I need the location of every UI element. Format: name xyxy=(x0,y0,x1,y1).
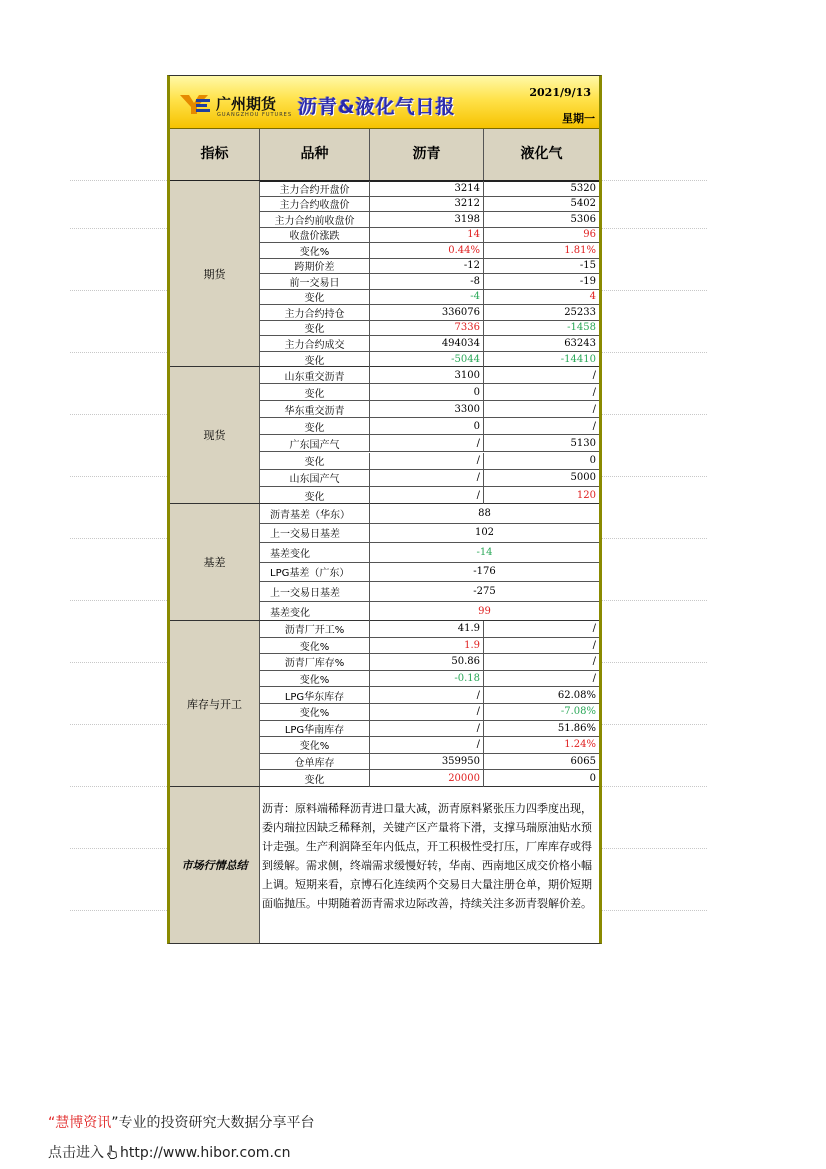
row-label: 主力合约收盘价 xyxy=(260,197,370,212)
table-row xyxy=(260,435,599,452)
table-row xyxy=(260,543,599,563)
asphalt-value: 7336 xyxy=(370,321,484,336)
row-label: 变化% xyxy=(260,704,370,720)
lpg-value: -1458 xyxy=(567,322,596,334)
lpg-value: 1.24% xyxy=(564,739,596,751)
basis-value: 102 xyxy=(474,527,495,539)
row-label: 沥青基差（华东） xyxy=(260,504,370,523)
footer-brand: 慧博资讯 xyxy=(55,1115,112,1131)
row-label: 仓单库存 xyxy=(260,754,370,770)
lpg-value: 5130 xyxy=(570,437,596,449)
lpg-value: 51.86% xyxy=(557,722,596,734)
footer-quote-open: “ xyxy=(48,1115,56,1131)
asphalt-value: 41.9 xyxy=(370,621,484,637)
table-row xyxy=(260,487,599,504)
asphalt-value: 3198 xyxy=(370,212,484,227)
row-label: 变化 xyxy=(260,321,370,336)
row-label: 主力合约持仓 xyxy=(260,305,370,320)
table-row xyxy=(260,228,599,244)
row-label: 华东重交沥青 xyxy=(260,401,370,417)
table-row xyxy=(260,418,599,435)
table-row xyxy=(260,453,599,470)
table-row xyxy=(260,770,599,787)
row-label: 基差变化 xyxy=(260,602,370,622)
lpg-value: 62.08% xyxy=(557,689,596,701)
row-label: 变化% xyxy=(260,671,370,687)
column-header-item: 品种 xyxy=(260,129,370,180)
row-label: 山东国产气 xyxy=(260,470,370,486)
asphalt-value: 3214 xyxy=(370,181,484,196)
lpg-value: 0 xyxy=(589,773,596,785)
asphalt-value: 494034 xyxy=(370,336,484,351)
row-label: 上一交易日基差 xyxy=(260,524,370,543)
footer-enter: 点击进入 xyxy=(48,1145,104,1161)
row-label: 沥青厂开工% xyxy=(260,621,370,637)
table-row xyxy=(260,504,599,524)
report-banner xyxy=(170,76,599,129)
table-row xyxy=(260,754,599,771)
row-label: 主力合约前收盘价 xyxy=(260,212,370,227)
summary-section xyxy=(170,787,599,943)
company-name: 广州期货 xyxy=(216,95,277,113)
footer-slogan xyxy=(48,1112,315,1132)
lpg-value: 96 xyxy=(583,229,596,241)
table-row xyxy=(260,524,599,544)
category-basis: 基差 xyxy=(170,504,260,620)
asphalt-value: 14 xyxy=(370,228,484,243)
asphalt-value: / xyxy=(370,737,484,753)
asphalt-value: 336076 xyxy=(370,305,484,320)
lpg-value: 120 xyxy=(576,489,596,501)
report-title: 沥青&液化气日报 xyxy=(298,96,456,118)
lpg-value: -15 xyxy=(579,260,596,272)
inventory-section xyxy=(170,621,599,787)
table-row xyxy=(260,563,599,583)
asphalt-value: / xyxy=(370,721,484,737)
row-label: 山东重交沥青 xyxy=(260,367,370,383)
category-inventory: 库存与开工 xyxy=(170,621,260,786)
basis-section xyxy=(170,504,599,621)
asphalt-value: / xyxy=(370,487,484,504)
lpg-value: / xyxy=(592,623,596,635)
asphalt-value: 50.86 xyxy=(370,654,484,670)
asphalt-value: 3100 xyxy=(370,367,484,383)
basis-value: -176 xyxy=(473,566,496,578)
asphalt-value: / xyxy=(370,687,484,703)
hand-cursor-icon xyxy=(106,1145,118,1159)
basis-value: 99 xyxy=(478,605,491,617)
table-row xyxy=(260,704,599,721)
lpg-value: / xyxy=(592,673,596,685)
table-row xyxy=(260,687,599,704)
category-spot: 现货 xyxy=(170,367,260,503)
lpg-value: 63243 xyxy=(564,337,596,349)
row-label: 变化% xyxy=(260,243,370,258)
lpg-value: / xyxy=(592,639,596,651)
asphalt-value: 20000 xyxy=(370,770,484,787)
lpg-value: / xyxy=(592,386,596,398)
lpg-value: 1.81% xyxy=(564,244,596,256)
basis-value: 88 xyxy=(478,507,491,519)
row-label: 变化 xyxy=(260,453,370,469)
row-label: 跨期价差 xyxy=(260,259,370,274)
table-row xyxy=(260,638,599,655)
lpg-value: 25233 xyxy=(564,306,596,318)
lpg-value: / xyxy=(592,656,596,668)
column-header-lpg: 液化气 xyxy=(520,146,563,162)
asphalt-value: 3212 xyxy=(370,197,484,212)
footer-slogan-text: 专业的投资研究大数据分享平台 xyxy=(118,1115,315,1131)
lpg-value: -7.08% xyxy=(560,706,596,718)
table-row xyxy=(260,671,599,688)
lpg-value: / xyxy=(592,369,596,381)
summary-label: 市场行情总结 xyxy=(181,859,248,872)
table-row xyxy=(260,582,599,602)
report-date: 2021/9/13 xyxy=(529,86,591,99)
table-row xyxy=(260,290,599,306)
lpg-value: 5320 xyxy=(570,182,596,194)
table-row xyxy=(260,654,599,671)
basis-value: -14 xyxy=(476,546,493,558)
row-label: 收盘价涨跌 xyxy=(260,228,370,243)
asphalt-value: / xyxy=(370,704,484,720)
table-row xyxy=(260,336,599,352)
lpg-value: 0 xyxy=(589,455,596,467)
lpg-value: -19 xyxy=(579,275,596,287)
asphalt-value: 0 xyxy=(370,418,484,434)
table-row xyxy=(260,181,599,197)
company-name-en: GUANGZHOU FUTURES xyxy=(217,112,292,118)
table-row xyxy=(260,621,599,638)
category-summary xyxy=(170,787,260,943)
table-row xyxy=(260,401,599,418)
spot-section xyxy=(170,367,599,504)
futures-section xyxy=(170,181,599,367)
table-row xyxy=(260,212,599,228)
basis-value: -275 xyxy=(473,585,496,597)
row-label: 变化 xyxy=(260,487,370,504)
row-label: 主力合约开盘价 xyxy=(260,181,370,196)
row-label: 变化% xyxy=(260,638,370,654)
table-header xyxy=(170,129,599,182)
table-row xyxy=(260,470,599,487)
row-label: 广东国产气 xyxy=(260,435,370,451)
table-row xyxy=(260,352,599,368)
asphalt-value: 0.44% xyxy=(370,243,484,258)
lpg-value: 5402 xyxy=(570,198,596,210)
lpg-value: 5000 xyxy=(570,472,596,484)
asphalt-value: 0 xyxy=(370,384,484,400)
row-label: 主力合约成交 xyxy=(260,336,370,351)
column-header-asphalt: 沥青 xyxy=(370,129,484,180)
lpg-value: 4 xyxy=(589,291,596,303)
table-row xyxy=(260,367,599,384)
row-label: 变化 xyxy=(260,384,370,400)
asphalt-value: -4 xyxy=(370,290,484,305)
footer-link[interactable] xyxy=(48,1142,290,1162)
table-row xyxy=(260,305,599,321)
category-futures: 期货 xyxy=(170,181,260,366)
row-label: 变化 xyxy=(260,418,370,434)
asphalt-value: -8 xyxy=(370,274,484,289)
asphalt-value: -5044 xyxy=(370,352,484,368)
asphalt-value: -12 xyxy=(370,259,484,274)
report-weekday: 星期一 xyxy=(562,112,595,125)
asphalt-value: / xyxy=(370,453,484,469)
lpg-value: 5306 xyxy=(570,213,596,225)
row-label: 变化% xyxy=(260,737,370,753)
table-row xyxy=(260,259,599,275)
table-row xyxy=(260,384,599,401)
footer-quote-close: ” xyxy=(111,1115,119,1131)
company-logo-icon xyxy=(180,93,210,115)
footer-url[interactable]: http://www.hibor.com.cn xyxy=(120,1145,291,1161)
summary-text: 沥青：原料端稀释沥青进口量大减，沥青原料紧张压力四季度出现，委内瑞拉因缺乏稀释剂，关键产区产量将下滑，支撑马瑞原油贴水预计走强。生产利润降至年内低点，开工积极性受打压，厂库库存或得到缓解。需求侧，终端需求缓慢好转，华南、西南地区成交价格小幅上调。短期来看，京博石化连续两个交易日大量注册仓单，期价短期面临抛压。中期随着沥青需求边际改善，持续关注多沥青裂解价差。 xyxy=(262,802,592,910)
asphalt-value: / xyxy=(370,435,484,451)
row-label: 基差变化 xyxy=(260,543,370,562)
asphalt-value: 359950 xyxy=(370,754,484,770)
row-label: 沥青厂库存% xyxy=(260,654,370,670)
row-label: 上一交易日基差 xyxy=(260,582,370,601)
asphalt-value: / xyxy=(370,470,484,486)
table-row xyxy=(260,274,599,290)
table-row xyxy=(260,321,599,337)
lpg-value: -14410 xyxy=(560,353,596,365)
row-label: LPG华东库存 xyxy=(260,687,370,703)
asphalt-value: 1.9 xyxy=(370,638,484,654)
lpg-value: / xyxy=(592,403,596,415)
row-label: 变化 xyxy=(260,290,370,305)
table-row xyxy=(260,602,599,622)
row-label: LPG基差（广东） xyxy=(260,563,370,582)
row-label: 前一交易日 xyxy=(260,274,370,289)
table-row xyxy=(260,197,599,213)
report-sheet xyxy=(167,75,602,944)
asphalt-value: 3300 xyxy=(370,401,484,417)
table-row xyxy=(260,243,599,259)
lpg-value: 6065 xyxy=(570,756,596,768)
column-header-indicator: 指标 xyxy=(170,129,260,180)
asphalt-value: -0.18 xyxy=(370,671,484,687)
row-label: 变化 xyxy=(260,352,370,368)
row-label: 变化 xyxy=(260,770,370,787)
lpg-value: / xyxy=(592,420,596,432)
row-label: LPG华南库存 xyxy=(260,721,370,737)
table-row xyxy=(260,737,599,754)
table-row xyxy=(260,721,599,738)
